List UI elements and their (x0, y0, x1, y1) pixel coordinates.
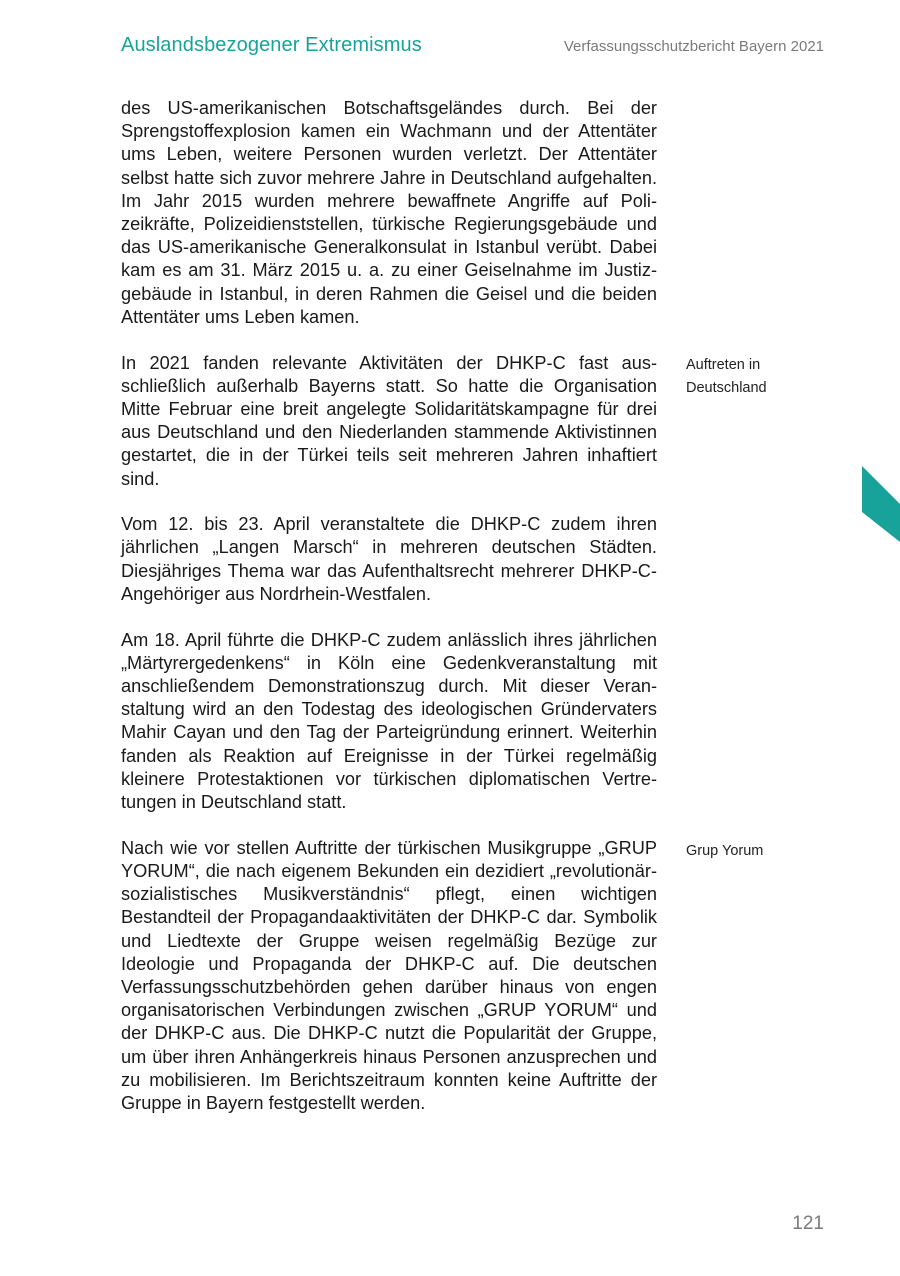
paragraph-grup-yorum: Nach wie vor stellen Auftritte der türkischen Musikgruppe „GRUP YORUM“, die nach eigenem Bekunden ein dezidiert „revolutionär-sozialistisches Musikverständnis“ pflegt, einen wichtigen Bestandteil der Propagandaaktivitäten der DHKP-C dar. Symbolik und Liedtexte der Gruppe weisen regelmäßig Bezüge zur Ideologie und Propaganda der DHKP-C auf. Die deutschen Verfassungsschutzbehörden gehen darüber hinaus von engen organisatorischen Verbindungen zwischen „GRUP YORUM“ und der DHKP-C aus. Die DHKP-C nutzt die Popularität der Gruppe, um über ihren Anhängerkreis hinaus Personen anzusprechen und zu mobilisieren. Im Berichtszeitraum konnten keine Auftritte der Gruppe in Bayern festgestellt werden. (121, 837, 657, 1113)
paragraph-long-march: Vom 12. bis 23. April veranstaltete die DHKP-C zudem ihren jährlichen „Langen Marsch“ in mehreren deutschen Städten. Diesjähriges Thema war das Aufenthaltsrecht mehrerer DHKP-C-Angehöriger aus Nordrhein-Westfalen. (121, 514, 657, 604)
margin-note-auftreten: Auftreten in Deutschland (686, 357, 767, 396)
paragraph-intro: des US-amerikanischen Botschaftsgeländes durch. Bei der Sprengstoffexplosion kamen ein Wachmann und der Attentäter ums Leben, weitere Personen wurden verletzt. Der Attentäter selbst hatte sich zuvor mehrere Jahre in Deutschland aufgehalten. Im Jahr 2015 wurden mehrere bewaffnete Angriffe auf Polizeikräfte, Polizeidienststellen, türkische Regierungsgebäude und das US-amerikanische Generalkonsulat in Istanbul verübt. Dabei kam es am 31. März 2015 u. a. zu einer Geiselnahme im Justizgebäude in Istanbul, in deren Rahmen die Geisel und die beiden Attentäter ums Leben kamen. (121, 98, 657, 327)
paragraph-martyr-memorial: Am 18. April führte die DHKP-C zudem anlässlich ihres jährlichen „Märtyrergedenkens“ in Köln eine Gedenkveranstaltung mit anschließendem Demonstrationszug durch. Mit dieser Veranstaltung wird an den Todestag des ideologischen Gründervaters Mahir Cayan und den Tag der Parteigründung erinnert. Weiterhin fanden als Reaktion auf Ereignisse in der Türkei regelmäßig kleinere Protestaktionen vor türkischen diplomatischen Vertretungen in Deutschland statt. (121, 629, 657, 812)
section-title: Auslandsbezogener Extremismus (121, 34, 422, 56)
page-number: 121 (792, 1213, 824, 1234)
main-text (121, 97, 657, 1138)
paragraph-activities-2021: In 2021 fanden relevante Aktivitäten der DHKP-C fast ausschließlich außerhalb Bayerns statt. So hatte die Organisation Mitte Februar eine breit angelegte Solidaritätskampagne für drei aus Deutschland und den Niederlanden stammende Aktivistinnen gestartet, die in der Türkei teils seit mehreren Jahren inhaftiert sind. (121, 352, 657, 489)
chapter-tab-marker (862, 466, 900, 542)
report-title: Verfassungsschutzbericht Bayern 2021 (563, 38, 824, 55)
margin-note-grup-yorum: Grup Yorum (686, 843, 764, 859)
